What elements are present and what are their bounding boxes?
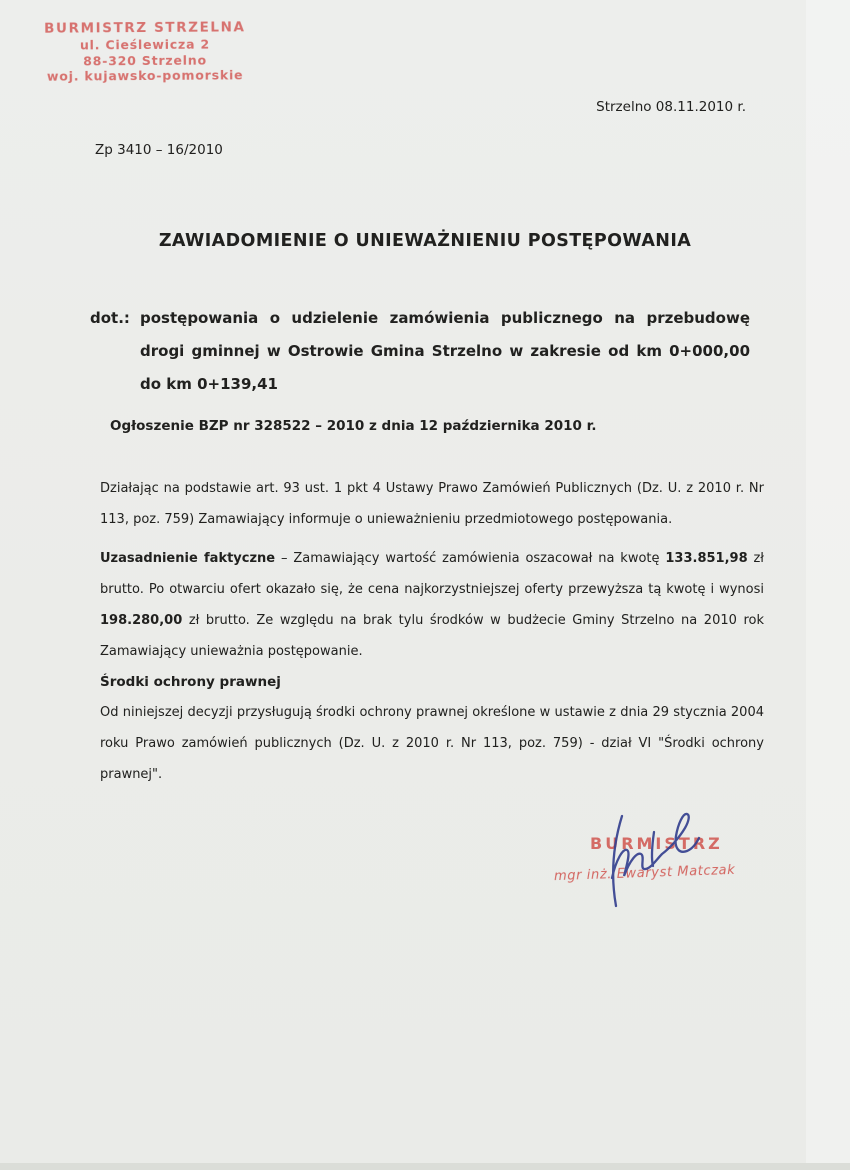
offer-amount: 198.280,00 — [100, 613, 183, 628]
place-and-date: Strzelno 08.11.2010 r. — [596, 99, 746, 115]
justification-text-3: zł brutto. Ze względu na brak tylu środków w budżecie Gminy Strzelno na 2010 rok Zamawiający unieważnia postępowanie. — [100, 613, 764, 659]
stamp-voivodeship: woj. kujawsko-pomorskie — [46, 67, 244, 84]
subject-paragraph — [90, 302, 750, 401]
scan-edge-bottom — [0, 1163, 850, 1170]
handwritten-signature-icon — [596, 802, 726, 912]
sender-office-stamp — [40, 19, 250, 84]
signature-block — [552, 800, 772, 915]
estimated-amount: 133.851,98 — [665, 551, 748, 566]
stamp-street: ul. Cieślewicza 2 — [79, 36, 211, 53]
justification-label: Uzasadnienie faktyczne — [100, 551, 276, 566]
factual-justification-paragraph — [100, 543, 764, 667]
subject-label: dot.: — [90, 309, 130, 327]
legal-remedies-paragraph: Od niniejszej decyzji przysługują środki ochrony prawnej określone w ustawie z dnia 29 stycznia 2004 roku Prawo zamówień publicznych (Dz. U. z 2010 r. Nr 113, poz. 759) - dział VI "Środki ochrony prawnej". — [100, 705, 764, 782]
bzp-announcement-line: Ogłoszenie BZP nr 328522 – 2010 z dnia 12 października 2010 r. — [110, 418, 597, 434]
stamp-postal-city: 88-320 Strzelno — [83, 52, 207, 68]
signature-name: mgr inż. Ewaryst Matczak — [553, 862, 736, 885]
scan-edge-right — [806, 0, 850, 1170]
signature-office-title: BURMISTRZ — [590, 834, 723, 853]
justification-text-2: zł brutto. Po otwarciu ofert okazało się, że cena najkorzystniejszej oferty przewyższa tą kwotę i wynosi — [100, 551, 765, 597]
legal-basis-paragraph: Działając na podstawie art. 93 ust. 1 pkt 4 Ustawy Prawo Zamówień Publicznych (Dz. U. z 2010 r. Nr 113, poz. 759) Zamawiający informuje o unieważnieniu przedmiotowego postępowania. — [100, 481, 764, 527]
stamp-office-name: BURMISTRZ STRZELNA — [44, 19, 246, 37]
case-reference-number: Zp 3410 – 16/2010 — [95, 142, 223, 158]
document-title: ZAWIADOMIENIE O UNIEWAŻNIENIU POSTĘPOWANIA — [158, 231, 692, 251]
legal-remedies-heading: Środki ochrony prawnej — [100, 674, 281, 690]
justification-text-1: – Zamawiający wartość zamówienia oszacował na kwotę — [275, 551, 666, 566]
subject-text: postępowania o udzielenie zamówienia publicznego na przebudowę drogi gminnej w Ostrowie Gmina Strzelno w zakresie od km 0+000,00 do km 0+139,41 — [140, 309, 750, 393]
